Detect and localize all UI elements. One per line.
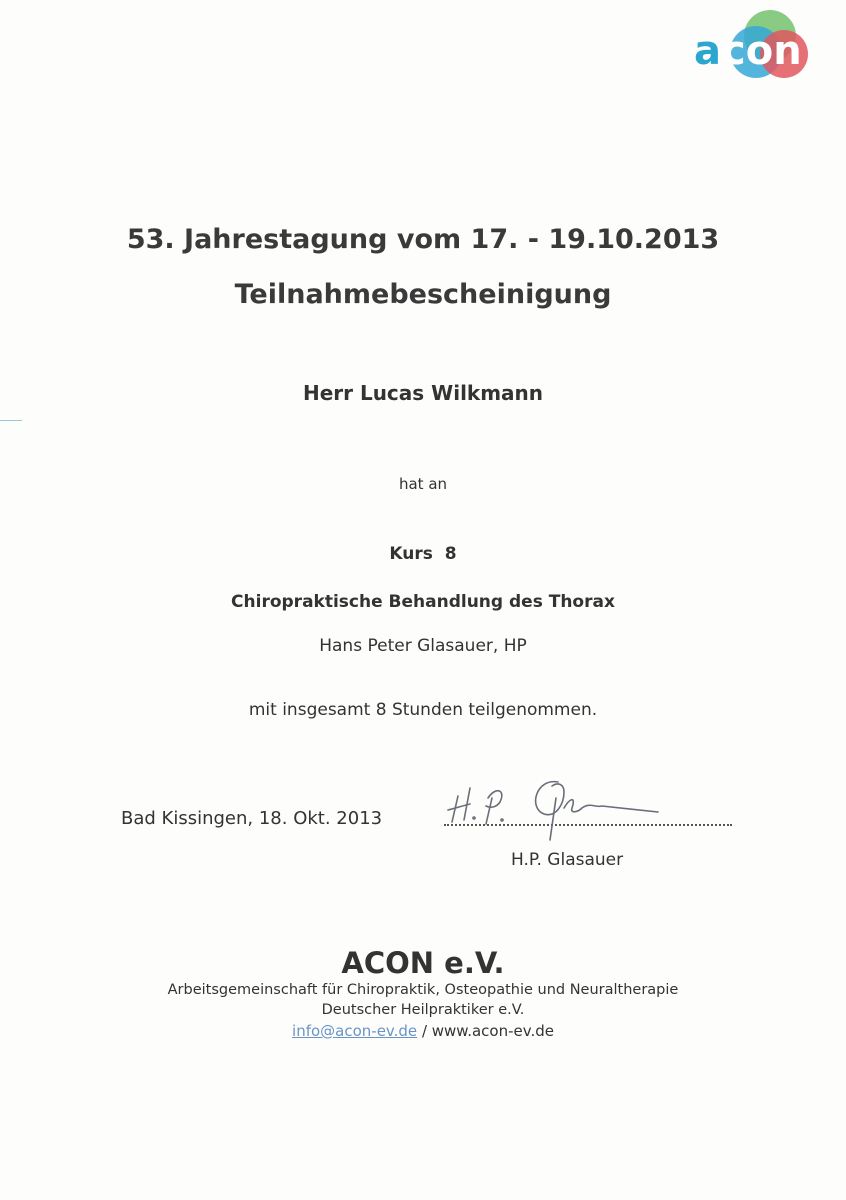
organization-subtitle: Deutscher Heilpraktiker e.V. <box>321 1002 525 1018</box>
place-date: Bad Kissingen, 18. Okt. 2013 <box>121 808 383 829</box>
signer-name: H.P. Glasauer <box>511 850 624 870</box>
handwritten-signature <box>440 768 680 844</box>
certificate-title: Teilnahmebescheinigung <box>234 279 612 310</box>
conference-heading: 53. Jahrestagung vom 17. - 19.10.2013 <box>126 224 720 255</box>
course-number: Kurs 8 <box>389 544 457 564</box>
intro-text: hat an <box>398 475 448 493</box>
website-text: www.acon-ev.de <box>431 1022 554 1040</box>
course-topic: Chiropraktische Behandlung des Thorax <box>231 592 615 612</box>
logo-letters-con: con <box>722 28 802 74</box>
organization-description: Arbeitsgemeinschaft für Chiropraktik, Osteopathie und Neuraltherapie <box>167 982 679 998</box>
instructor-name: Hans Peter Glasauer, HP <box>319 636 527 656</box>
logo-letter-a: a <box>694 28 721 74</box>
contact-line <box>0 1022 846 1040</box>
hours-statement: mit insgesamt 8 Stunden teilgenommen. <box>248 700 598 720</box>
acon-logo <box>690 6 814 84</box>
contact-separator: / <box>417 1022 432 1040</box>
organization-name: ACON e.V. <box>341 946 505 980</box>
margin-mark <box>0 420 22 421</box>
email-link[interactable]: info@acon-ev.de <box>292 1022 418 1040</box>
participant-name: Herr Lucas Wilkmann <box>302 381 544 405</box>
